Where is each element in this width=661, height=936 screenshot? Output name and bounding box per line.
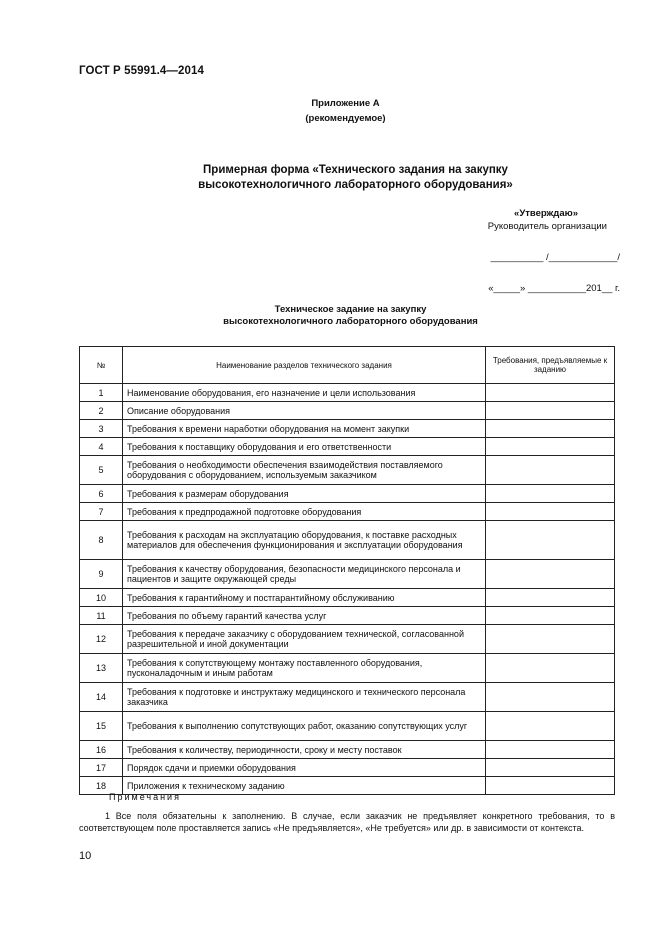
row-requirement-cell[interactable] (486, 560, 615, 589)
row-section-name: Требования к передаче заказчику с оборудованием технической, согласованной разрешительной и иной документации (123, 625, 486, 654)
table-row (80, 420, 615, 438)
appendix-label: Приложение А (311, 98, 380, 109)
spec-subtitle-line2: высокотехнологичного лабораторного оборудования (223, 316, 478, 327)
row-number: 11 (80, 607, 123, 625)
date-line: «_____» ___________201__ г. (488, 283, 620, 294)
row-requirement-cell[interactable] (486, 384, 615, 402)
row-requirement-cell[interactable] (486, 485, 615, 503)
header-requirements: Требования, предъявляемые к заданию (486, 347, 615, 384)
table-row (80, 384, 615, 402)
table-row (80, 438, 615, 456)
row-requirement-cell[interactable] (486, 402, 615, 420)
table-row (80, 456, 615, 485)
row-requirement-cell[interactable] (486, 438, 615, 456)
table-header-row (80, 347, 615, 384)
notes-caption: Примечания (109, 792, 181, 802)
row-requirement-cell[interactable] (486, 654, 615, 683)
spec-subtitle-line1: Техническое задание на закупку (274, 304, 427, 315)
table-row (80, 589, 615, 607)
row-requirement-cell[interactable] (486, 625, 615, 654)
row-section-name: Наименование оборудования, его назначение и цели использования (123, 384, 486, 402)
row-requirement-cell[interactable] (486, 607, 615, 625)
table-row (80, 560, 615, 589)
row-section-name: Порядок сдачи и приемки оборудования (123, 759, 486, 777)
row-requirement-cell[interactable] (486, 456, 615, 485)
row-section-name: Требования о необходимости обеспечения взаимодействия поставляемого оборудования с оборудованием, используемым заказчиком (123, 456, 486, 485)
row-section-name: Требования по объему гарантий качества услуг (123, 607, 486, 625)
table-row (80, 625, 615, 654)
row-section-name: Требования к расходам на эксплуатацию оборудования, к поставке расходных материалов для обеспечения функционирования и эксплуатации оборудования (123, 521, 486, 560)
row-section-name: Требования к подготовке и инструктажу медицинского и технического персонала заказчика (123, 683, 486, 712)
row-number: 10 (80, 589, 123, 607)
row-requirement-cell[interactable] (486, 420, 615, 438)
row-number: 16 (80, 741, 123, 759)
row-requirement-cell[interactable] (486, 589, 615, 607)
appendix-type: (рекомендуемое) (305, 113, 386, 124)
spec-subtitle (0, 304, 661, 328)
approve-role: Руководитель организации (487, 221, 607, 232)
row-requirement-cell[interactable] (486, 759, 615, 777)
row-requirement-cell[interactable] (486, 521, 615, 560)
row-section-name: Требования к размерам оборудования (123, 485, 486, 503)
header-name: Наименование разделов технического задания (123, 347, 486, 384)
row-number: 15 (80, 712, 123, 741)
row-section-name: Требования к сопутствующему монтажу поставленного оборудования, пусконаладочным и иным работам (123, 654, 486, 683)
row-section-name: Требования к времени наработки оборудования на момент закупки (123, 420, 486, 438)
row-requirement-cell[interactable] (486, 503, 615, 521)
row-number: 18 (80, 777, 123, 795)
row-section-name: Требования к гарантийному и постгарантийному обслуживанию (123, 589, 486, 607)
row-section-name: Требования к качеству оборудования, безопасности медицинского персонала и пациентов и защите окружающей среды (123, 560, 486, 589)
row-section-name: Приложения к техническому заданию (123, 777, 486, 795)
table-row (80, 712, 615, 741)
row-number: 7 (80, 503, 123, 521)
form-title-line1: Примерная форма «Технического задания на закупку (203, 164, 508, 176)
row-number: 14 (80, 683, 123, 712)
table-row (80, 759, 615, 777)
row-number: 4 (80, 438, 123, 456)
row-number: 9 (80, 560, 123, 589)
document-code: ГОСТ Р 55991.4—2014 (79, 65, 204, 77)
table-body (80, 384, 615, 795)
row-number: 8 (80, 521, 123, 560)
form-title-line2: высокотехнологичного лабораторного оборудования» (198, 179, 513, 191)
requirements-table (79, 346, 615, 795)
notes-block (79, 791, 615, 834)
row-section-name: Требования к предпродажной подготовке оборудования (123, 503, 486, 521)
row-requirement-cell[interactable] (486, 712, 615, 741)
table-row (80, 607, 615, 625)
table-row (80, 521, 615, 560)
approve-label: «Утверждаю» (514, 208, 578, 219)
row-number: 1 (80, 384, 123, 402)
note-1: 1 Все поля обязательны к заполнению. В случае, если заказчик не предъявляет конкретного требования, то в соответствующем поле проставляется запись «Не предъявляется», «Не требуется» или др. в зависимости от контекста. (79, 811, 615, 833)
table-row (80, 402, 615, 420)
row-section-name: Требования к поставщику оборудования и его ответственности (123, 438, 486, 456)
form-title (0, 163, 661, 193)
row-number: 2 (80, 402, 123, 420)
table-row (80, 654, 615, 683)
table-row (80, 485, 615, 503)
row-number: 17 (80, 759, 123, 777)
row-section-name: Требования к выполнению сопутствующих работ, оказанию сопутствующих услуг (123, 712, 486, 741)
row-number: 13 (80, 654, 123, 683)
table-row (80, 683, 615, 712)
signature-line: __________ /_____________/ (490, 252, 620, 263)
row-number: 12 (80, 625, 123, 654)
row-requirement-cell[interactable] (486, 741, 615, 759)
row-requirement-cell[interactable] (486, 683, 615, 712)
table-row (80, 503, 615, 521)
row-section-name: Требования к количеству, периодичности, сроку и месту поставок (123, 741, 486, 759)
row-number: 5 (80, 456, 123, 485)
appendix-heading (0, 96, 661, 126)
table-row (80, 741, 615, 759)
row-number: 6 (80, 485, 123, 503)
page-number: 10 (79, 850, 92, 862)
approval-block (430, 207, 620, 295)
row-section-name: Описание оборудования (123, 402, 486, 420)
row-number: 3 (80, 420, 123, 438)
header-num: № (80, 347, 123, 384)
